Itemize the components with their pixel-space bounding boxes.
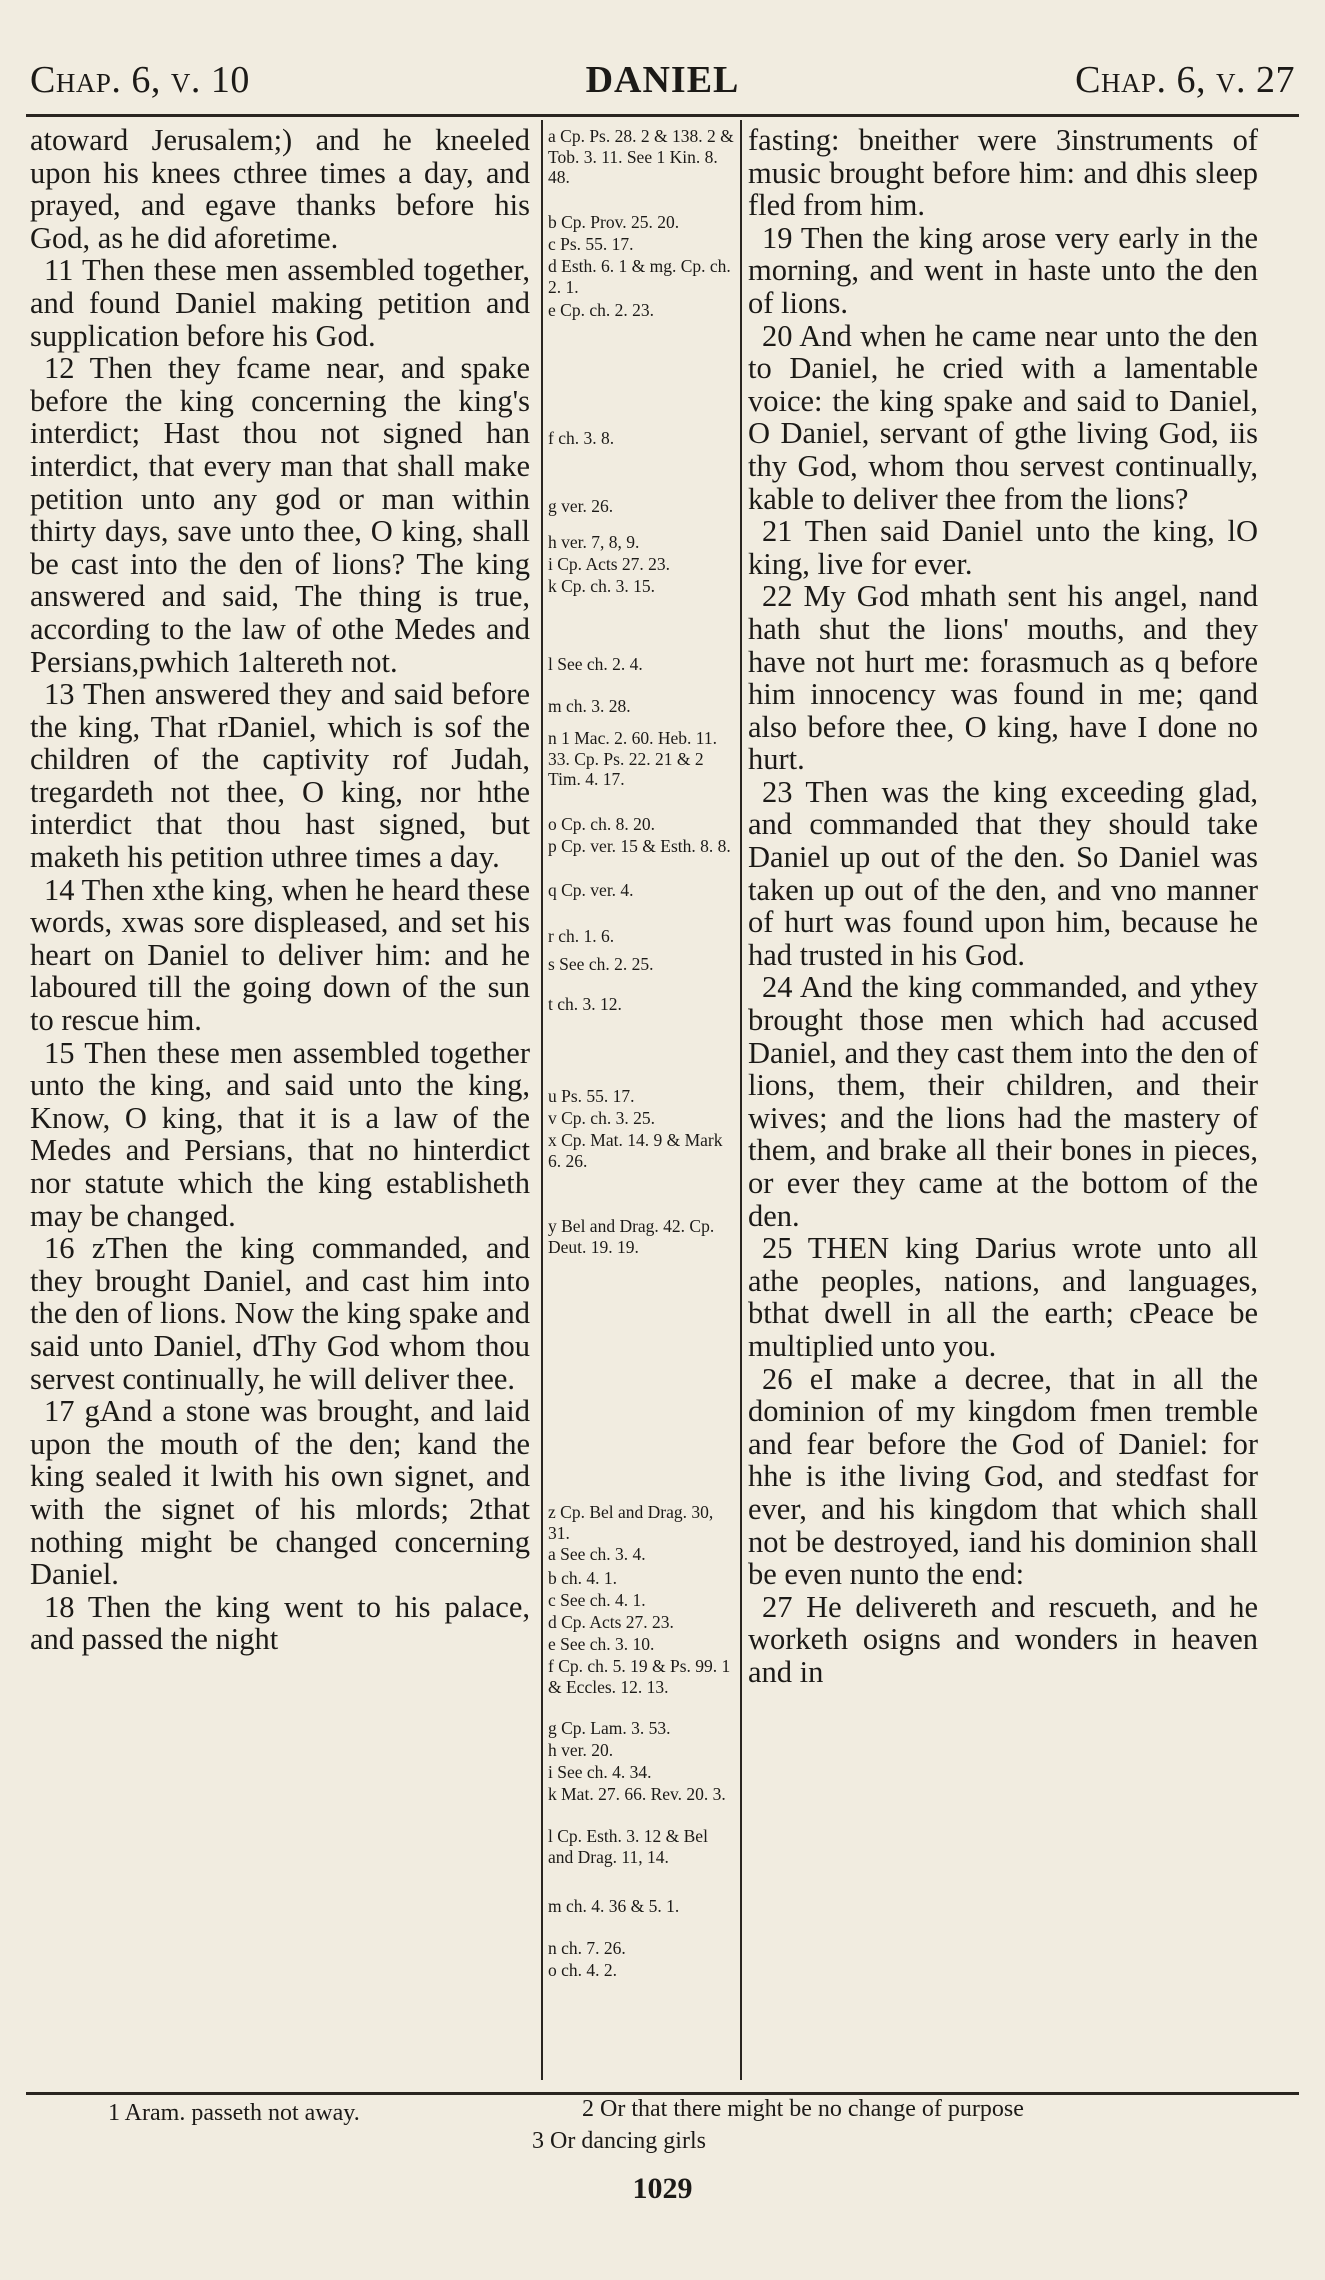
cross-reference: z Cp. Bel and Drag. 30, 31.	[548, 1502, 718, 1543]
verse-19: 19 Then the king arose very early in the morning, and went in haste unto the den of lions.	[748, 220, 1258, 320]
verse-14: 14 Then xthe king, when he heard these words, xwas sore displeased, and set his heart on Daniel to deliver him: and he laboured till the going down of the sun to rescue him.	[30, 872, 530, 1038]
header-right-chapter-verse: Chap. 6, v. 27	[1075, 59, 1295, 101]
cross-reference: v Cp. ch. 3. 25.	[548, 1108, 655, 1128]
cross-reference: a Cp. Ps. 28. 2 & 138. 2 & Tob. 3. 11. See 1 Kin. 8. 48.	[548, 126, 738, 187]
cross-reference: i Cp. Acts 27. 23.	[548, 554, 671, 574]
verse-13: 13 Then answered they and said before the king, That rDaniel, which is sof the children of the captivity rof Judah, tregardeth not thee, O king, nor hthe interdict that thou hast signed, but maketh his petition uthree times a day.	[30, 677, 530, 875]
cross-reference: d Cp. Acts 27. 23.	[548, 1612, 674, 1632]
cross-reference: g Cp. Lam. 3. 53.	[548, 1718, 671, 1738]
cross-reference: l See ch. 2. 4.	[548, 654, 643, 674]
verse-20: 20 And when he came near unto the den to Daniel, he cried with a lamentable voice: the king spake and said to Daniel, O Daniel, servant of gthe living God, iis thy God, whom thou servest continually, kable to deliver thee from the lions?	[748, 318, 1258, 516]
cross-reference: f ch. 3. 8.	[548, 428, 615, 448]
header-book-title: DANIEL	[585, 59, 740, 101]
verse-26: 26 eI make a decree, that in all the dominion of my kingdom fmen tremble and fear before the God of Daniel: for hhe is ithe living God, and stedfast for ever, and his kingdom that which shall not be destroyed, iand his dominion shall be even nunto the end:	[748, 1361, 1258, 1592]
footnote-2: 2 Or that there might be no change of purpose	[582, 2096, 1024, 2122]
cross-reference: c Ps. 55. 17.	[548, 234, 634, 254]
footnote-1: 1 Aram. passeth not away.	[108, 2100, 360, 2126]
verse-25: 25 THEN king Darius wrote unto all athe peoples, nations, and languages, bthat dwell in all the earth; cPeace be multiplied unto you.	[748, 1231, 1258, 1363]
verse-10-continued: atoward Jerusalem;) and he kneeled upon his knees cthree times a day, and prayed, and egave thanks before his God, as he did aforetime.	[30, 123, 530, 255]
verse-22: 22 My God mhath sent his angel, nand hath shut the lions' mouths, and they have not hurt me: forasmuch as q before him innocency was found in me; qand also before thee, O king, have I done no hurt.	[748, 579, 1258, 777]
page-number: 1029	[632, 2172, 693, 2205]
verse-27: 27 He delivereth and rescueth, and he worketh osigns and wonders in heaven and in	[748, 1589, 1258, 1689]
cross-reference: r ch. 1. 6.	[548, 926, 615, 946]
cross-reference: t ch. 3. 12.	[548, 994, 622, 1014]
verse-21: 21 Then said Daniel unto the king, lO king, live for ever.	[748, 514, 1258, 581]
cross-reference: f Cp. ch. 5. 19 & Ps. 99. 1 & Eccles. 12. 13.	[548, 1656, 735, 1697]
verse-18: 18 Then the king went to his palace, and passed the night	[30, 1589, 530, 1657]
footnote-3: 3 Or dancing girls	[532, 2128, 706, 2154]
verse-15: 15 Then these men assembled together unto the king, and said unto the king, Know, O king, that it is a law of the Medes and Persians, that no hinterdict nor statute which the king establisheth may be changed.	[30, 1035, 530, 1233]
column-divider-right	[740, 120, 742, 2080]
cross-reference: m ch. 4. 36 & 5. 1.	[548, 1896, 680, 1916]
cross-reference: p Cp. ver. 15 & Esth. 8. 8.	[548, 836, 731, 856]
cross-reference: o ch. 4. 2.	[548, 1960, 618, 1980]
cross-reference: o Cp. ch. 8. 20.	[548, 814, 655, 834]
cross-reference: h ver. 7, 8, 9.	[548, 532, 640, 552]
cross-reference: k Cp. ch. 3. 15.	[548, 576, 655, 596]
text-column-right	[748, 124, 1258, 1689]
header-left-chapter-verse: Chap. 6, v. 10	[30, 59, 250, 101]
verse-12: 12 Then they fcame near, and spake before the king concerning the king's interdict; Hast thou not signed han interdict, that every man that shall make petition unto any god or man within thirty days, save unto thee, O king, shall be cast into the den of lions? The king answered and said, The thing is true, according to the law of othe Medes and Persians,pwhich 1altereth not.	[30, 351, 530, 679]
verse-16: 16 zThen the king commanded, and they brought Daniel, and cast him into the den of lions. Now the king spake and said unto Daniel, dThy God whom thou servest continually, he will deliver thee.	[30, 1231, 530, 1396]
cross-reference: k Mat. 27. 66. Rev. 20. 3.	[548, 1784, 726, 1804]
cross-reference: n ch. 7. 26.	[548, 1938, 626, 1958]
cross-reference: m ch. 3. 28.	[548, 696, 631, 716]
cross-reference: d Esth. 6. 1 & mg. Cp. ch. 2. 1.	[548, 256, 736, 297]
cross-reference: l Cp. Esth. 3. 12 & Bel and Drag. 11, 14.	[548, 1826, 713, 1867]
cross-reference: s See ch. 2. 25.	[548, 954, 654, 974]
running-header	[26, 52, 1299, 112]
cross-reference: h ver. 20.	[548, 1740, 614, 1760]
verse-17: 17 gAnd a stone was brought, and laid upon the mouth of the den; kand the king sealed it lwith his own signet, and with the signet of his mlords; 2that nothing might be changed concerning Daniel.	[30, 1394, 530, 1592]
cross-reference: u Ps. 55. 17.	[548, 1086, 635, 1106]
cross-reference: a See ch. 3. 4.	[548, 1544, 646, 1564]
footer-rule	[26, 2092, 1299, 2095]
cross-reference: q Cp. ver. 4.	[548, 880, 634, 900]
cross-reference: e See ch. 3. 10.	[548, 1634, 655, 1654]
cross-reference: b Cp. Prov. 25. 20.	[548, 212, 680, 232]
text-column-left	[30, 124, 530, 1656]
column-divider-left	[541, 120, 543, 2080]
header-rule	[26, 114, 1299, 117]
cross-reference: c See ch. 4. 1.	[548, 1590, 646, 1610]
cross-reference: g ver. 26.	[548, 496, 614, 516]
cross-reference: e Cp. ch. 2. 23.	[548, 300, 654, 320]
cross-reference: y Bel and Drag. 42. Cp. Deut. 19. 19.	[548, 1216, 719, 1257]
cross-reference: x Cp. Mat. 14. 9 & Mark 6. 26.	[548, 1130, 727, 1171]
verse-11: 11 Then these men assembled together, and found Daniel making petition and supplication before his God.	[30, 253, 530, 353]
cross-reference: b ch. 4. 1.	[548, 1568, 618, 1588]
verse-24: 24 And the king commanded, and ythey brought those men which had accused Daniel, and they cast them into the den of lions, them, their children, and their wives; and the lions had the mastery of them, and brake all their bones in pieces, or ever they came at the bottom of the den.	[748, 970, 1258, 1233]
cross-reference: i See ch. 4. 34.	[548, 1762, 652, 1782]
verse-18-continued: fasting: bneither were 3instruments of music brought before him: and dhis sleep fled from him.	[748, 123, 1258, 223]
cross-reference: n 1 Mac. 2. 60. Heb. 11. 33. Cp. Ps. 22. 21 & 2 Tim. 4. 17.	[548, 728, 722, 789]
verse-23: 23 Then was the king exceeding glad, and commanded that they should take Daniel up out of the den. So Daniel was taken up out of the den, and vno manner of hurt was found upon him, because he had trusted in his God.	[748, 774, 1258, 972]
